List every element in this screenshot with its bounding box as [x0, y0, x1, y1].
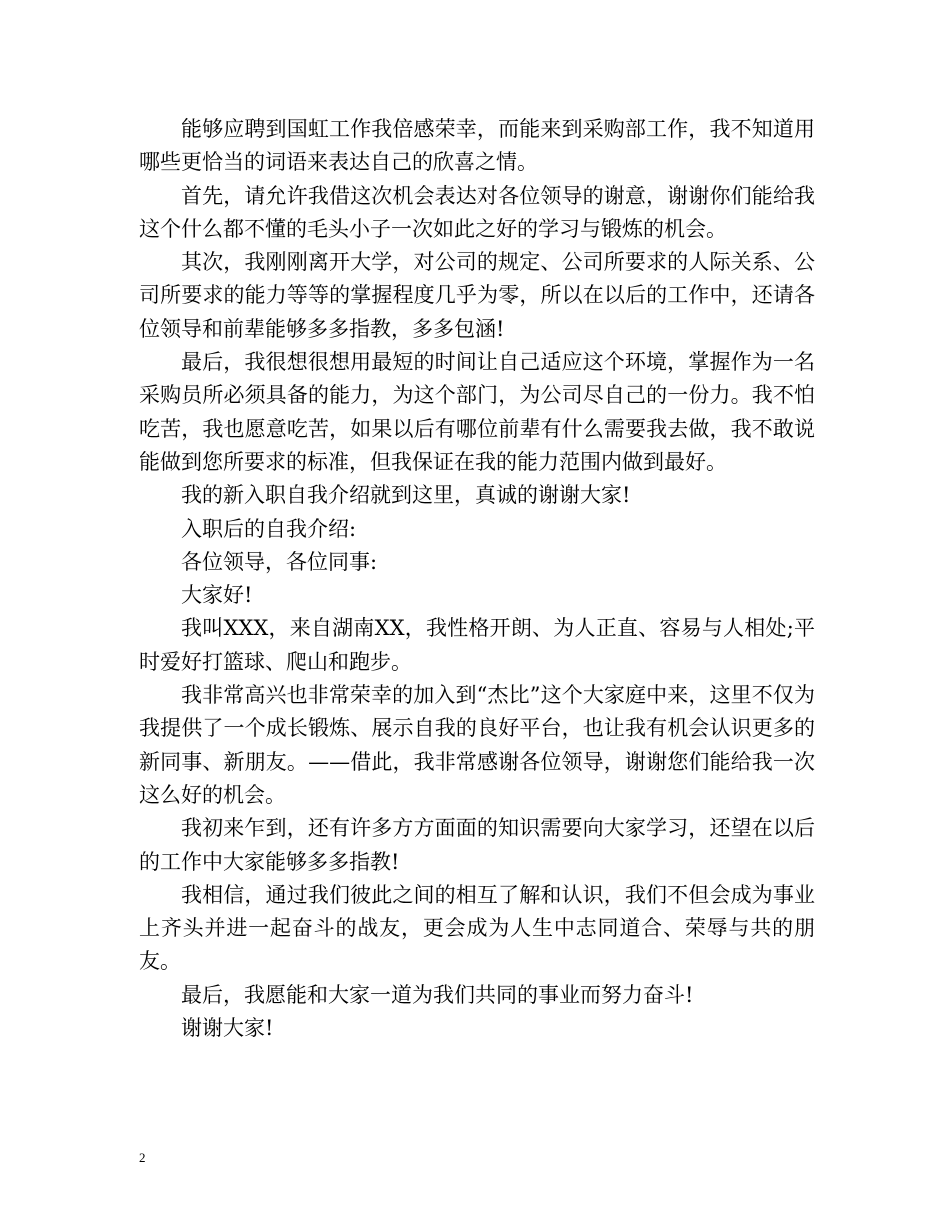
- paragraph-1: 能够应聘到国虹工作我倍感荣幸，而能来到采购部工作，我不知道用哪些更恰当的词语来表达自己的欣喜之情。: [139, 117, 815, 175]
- paragraph-6: 入职后的自我介绍:: [181, 516, 357, 541]
- paragraph-10: 我非常高兴也非常荣幸的加入到“杰比”这个大家庭中来，这里不仅为我提供了一个成长锻炼、展示自我的良好平台，也让我有机会认识更多的新同事、新朋友。——借此，我非常感谢各位领导，谢谢您们能给我一次这么好的机会。: [139, 683, 815, 807]
- paragraph-13: 最后，我愿能和大家一道为我们共同的事业而努力奋斗!: [181, 982, 694, 1007]
- paragraph-12: 我相信，通过我们彼此之间的相互了解和认识，我们不但会成为事业上齐头并进一起奋斗的战友，更会成为人生中志同道合、荣辱与共的朋友。: [139, 882, 815, 974]
- paragraph-2: 首先，请允许我借这次机会表达对各位领导的谢意，谢谢你们能给我这个什么都不懂的毛头小子一次如此之好的学习与锻炼的机会。: [139, 183, 815, 241]
- paragraph-9: 我叫XXX，来自湖南XX，我性格开朗、为人正直、容易与人相处;平时爱好打篮球、爬山和跑步。: [139, 616, 815, 674]
- paragraph-4: 最后，我很想很想用最短的时间让自己适应这个环境，掌握作为一名采购员所必须具备的能力，为这个部门，为公司尽自己的一份力。我不怕吃苦，我也愿意吃苦，如果以后有哪位前辈有什么需要我去做，我不敢说能做到您所要求的标准，但我保证在我的能力范围内做到最好。: [139, 350, 815, 474]
- paragraph-8: 大家好!: [181, 583, 253, 608]
- document-body: [139, 113, 815, 1045]
- page-number: 2: [139, 1150, 146, 1165]
- paragraph-11: 我初来乍到，还有许多方方面面的知识需要向大家学习，还望在以后的工作中大家能够多多指教!: [139, 816, 815, 874]
- paragraph-14: 谢谢大家!: [181, 1016, 274, 1041]
- paragraph-7: 各位领导，各位同事:: [181, 549, 378, 574]
- paragraph-3: 其次，我刚刚离开大学，对公司的规定、公司所要求的人际关系、公司所要求的能力等等的掌握程度几乎为零，所以在以后的工作中，还请各位领导和前辈能够多多指教，多多包涵!: [139, 250, 815, 341]
- paragraph-5: 我的新入职自我介绍就到这里，真诚的谢谢大家!: [181, 483, 631, 508]
